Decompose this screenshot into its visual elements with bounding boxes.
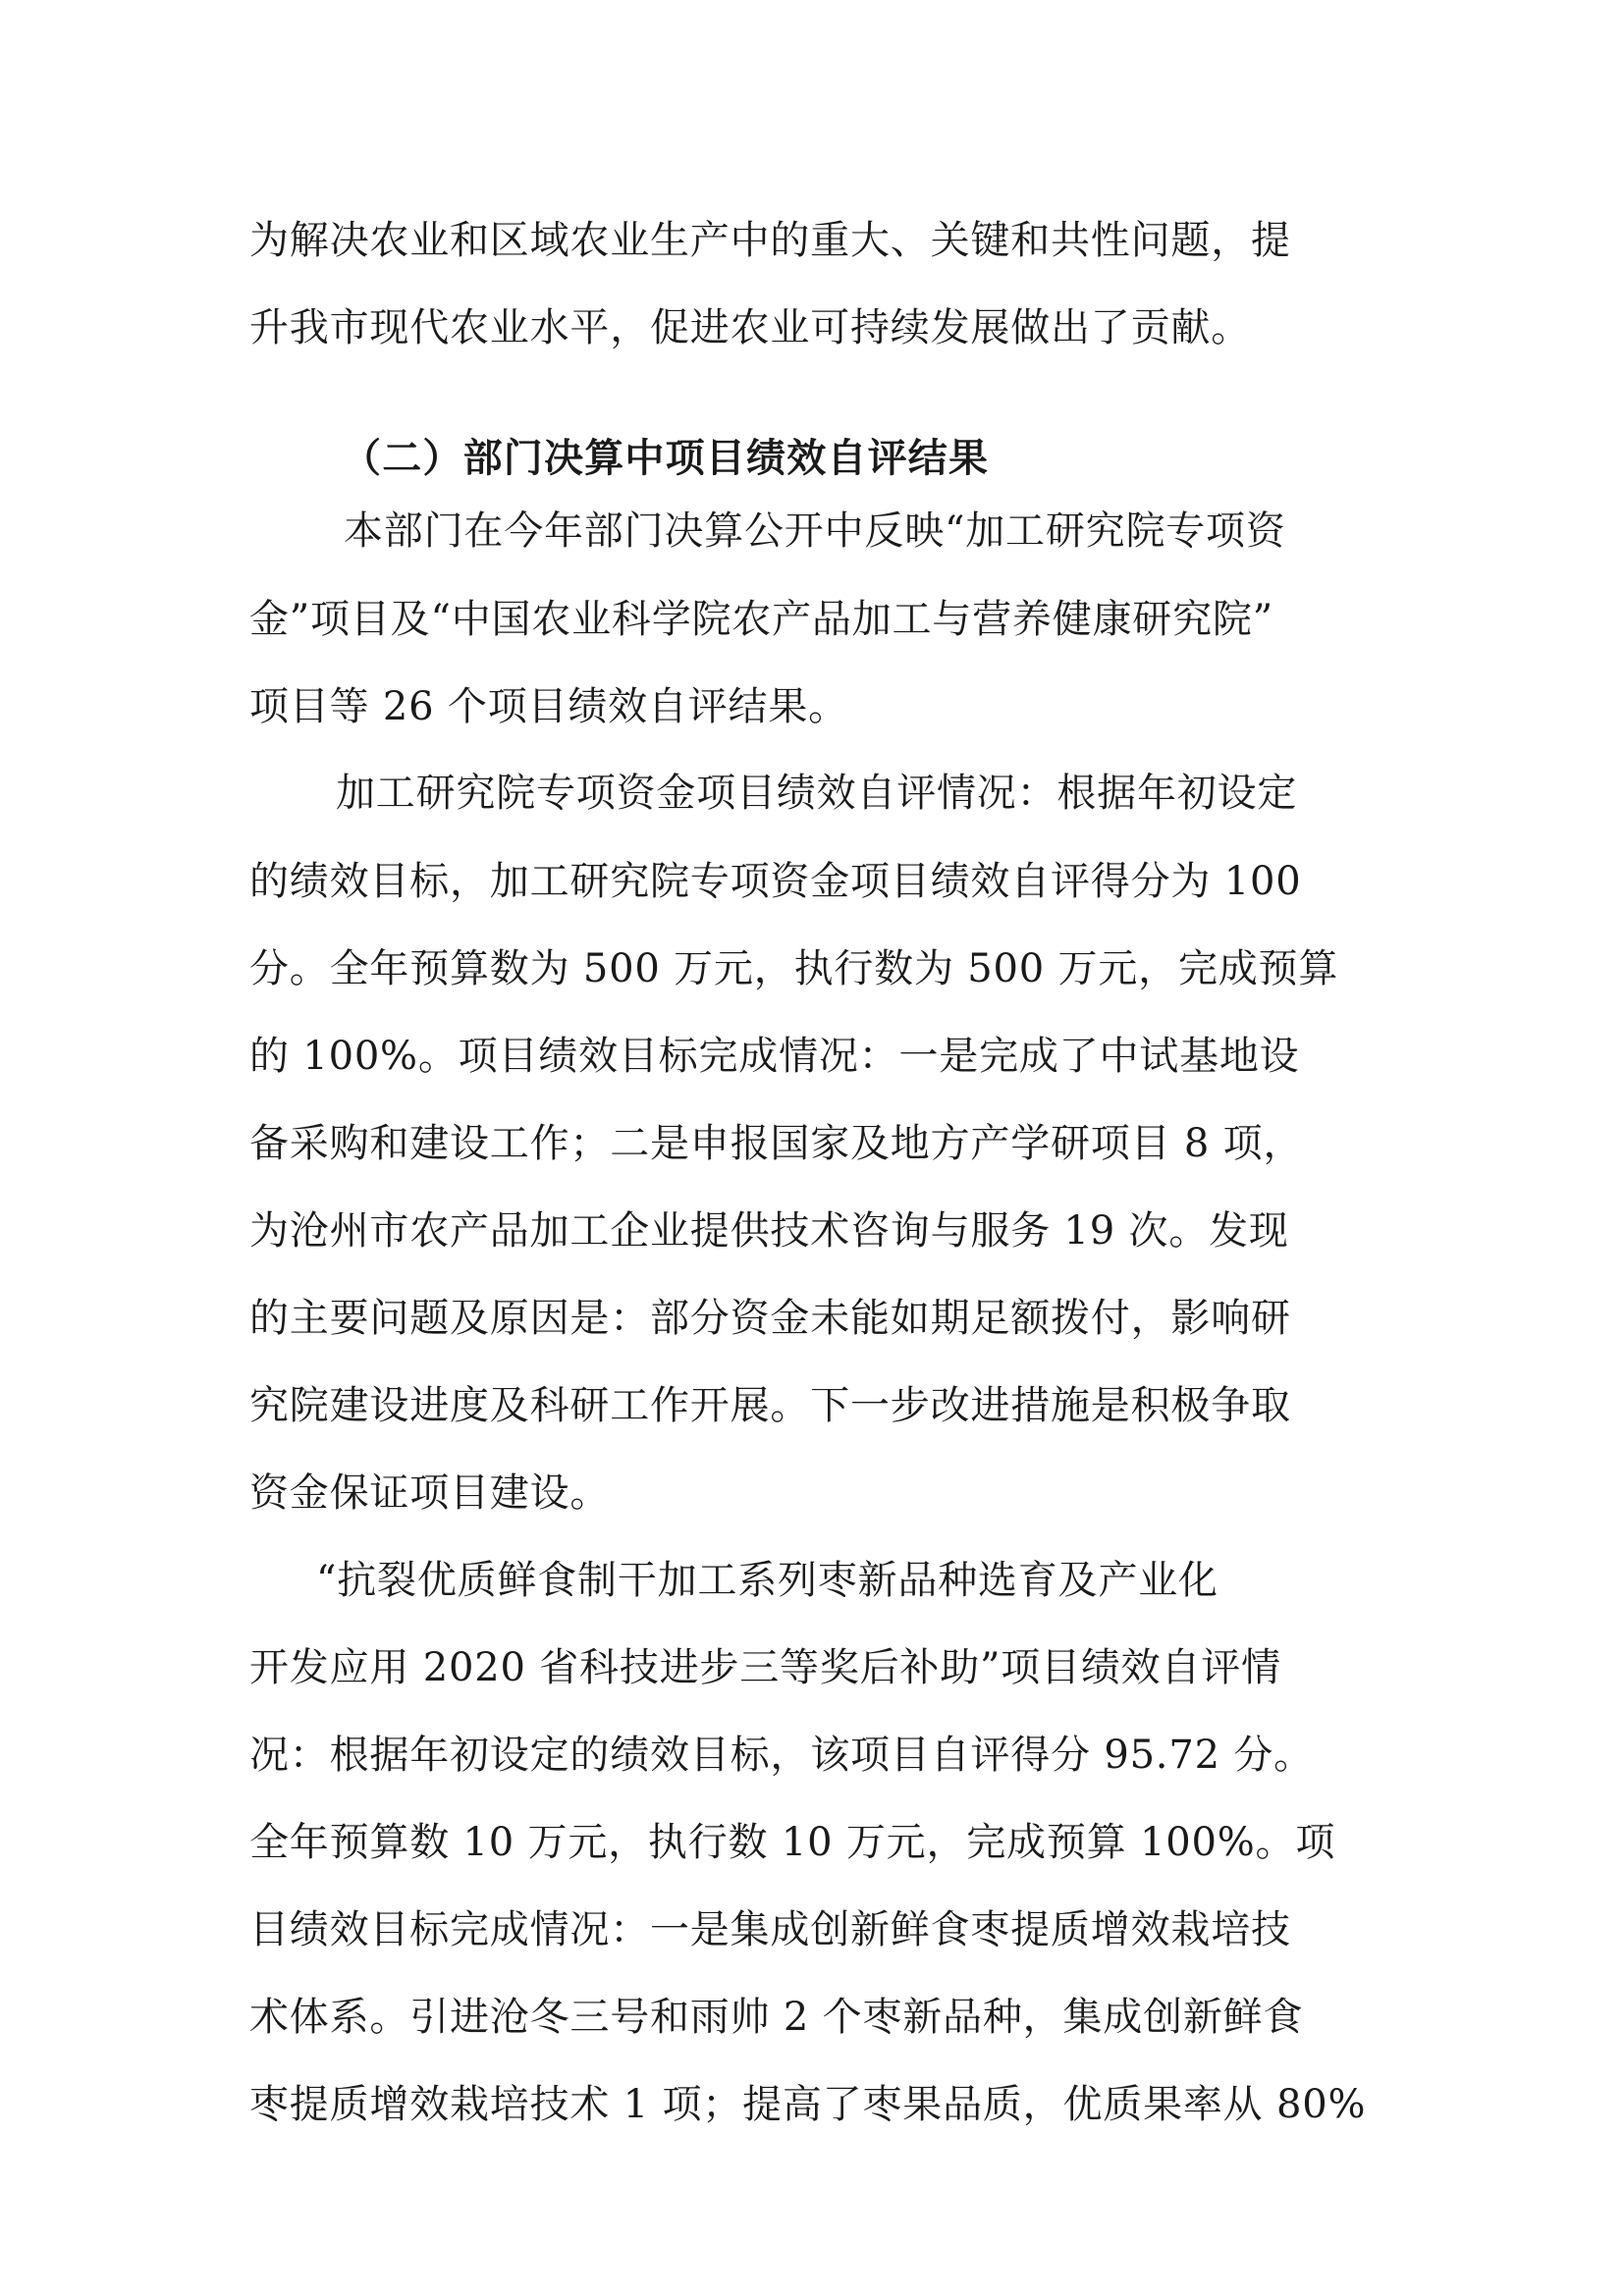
paragraph-line: 本部门在今年部门决算公开中反映“加工研究院专项资 [344, 508, 1286, 554]
section-heading: （二）部门决算中项目绩效自评结果 [342, 436, 990, 481]
paragraph-line: 究院建设进度及科研工作开展。下一步改进措施是积极争取 [249, 1383, 1291, 1428]
paragraph-line: 开发应用 2020 省科技进步三等奖后补助”项目绩效自评情 [249, 1645, 1281, 1690]
paragraph-line: 的主要问题及原因是：部分资金未能如期足额拨付，影响研 [249, 1296, 1291, 1341]
paragraph-line: 分。全年预算数为 500 万元，执行数为 500 万元，完成预算 [249, 946, 1339, 991]
paragraph-line: 目绩效目标完成情况：一是集成创新鲜食枣提质增效栽培技 [249, 1907, 1291, 1952]
paragraph-line: 术体系。引进沧冬三号和雨帅 2 个枣新品种，集成创新鲜食 [249, 1995, 1304, 2040]
paragraph-line: 加工研究院专项资金项目绩效自评情况：根据年初设定 [336, 771, 1298, 816]
paragraph-line: 资金保证项目建设。 [249, 1470, 611, 1516]
paragraph-line: 项目等 26 个项目绩效自评结果。 [249, 684, 848, 729]
paragraph-line: 的绩效目标，加工研究院专项资金项目绩效自评得分为 100 [249, 859, 1302, 904]
paragraph-line: 备采购和建设工作；二是申报国家及地方产学研项目 8 项， [249, 1121, 1304, 1166]
paragraph-line: 金”项目及“中国农业科学院农产品加工与营养健康研究院” [249, 597, 1273, 642]
paragraph-line: 况：根据年初设定的绩效目标，该项目自评得分 95.72 分。 [249, 1733, 1314, 1778]
paragraph-line: 为沧州市农产品加工企业提供技术咨询与服务 19 次。发现 [249, 1208, 1289, 1254]
paragraph-line: 为解决农业和区域农业生产中的重大、关键和共性问题，提 [249, 218, 1291, 263]
paragraph-line: 枣提质增效栽培技术 1 项；提高了枣果品质，优质果率从 80% [249, 2082, 1367, 2127]
paragraph-line: 升我市现代农业水平，促进农业可持续发展做出了贡献。 [249, 305, 1251, 350]
paragraph-line: “抗裂优质鲜食制干加工系列枣新品种选育及产业化 [316, 1558, 1218, 1603]
paragraph-line: 全年预算数 10 万元，执行数 10 万元，完成预算 100%。项 [249, 1820, 1336, 1865]
paragraph-line: 的 100%。项目绩效目标完成情况：一是完成了中试基地设 [249, 1034, 1300, 1079]
